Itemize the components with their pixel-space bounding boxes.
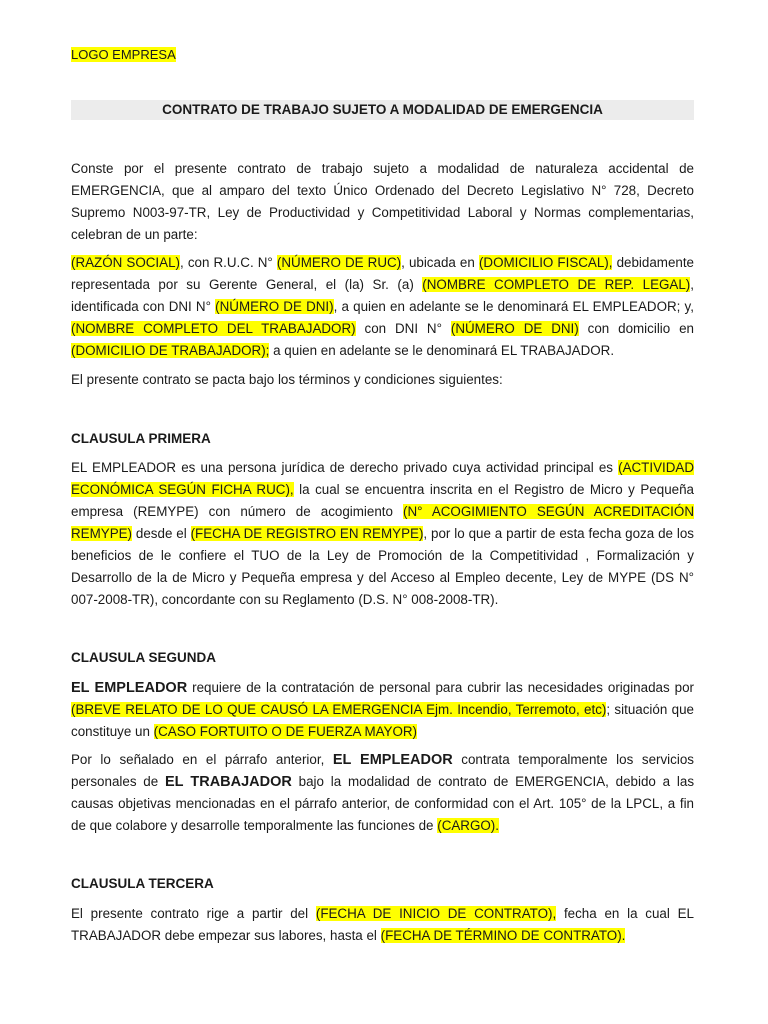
text-segment: , por lo que a partir de esta fecha goza de los beneficios de le confiere el TUO de la Ley de Promoción de la Competitividad , Formalización y Desarrollo de la de Micro y Pequeña empresa y del Acceso al Empleo decente, Ley de MYPE (DS N° 007-2008-TR), concordante con su Reglamento (D.S. N° 008-2008-TR). xyxy=(71,526,694,607)
empleador-bold: EL EMPLEADOR xyxy=(71,680,188,696)
text-segment: a quien en adelante se le denominará EL TRABAJADOR. xyxy=(269,343,615,358)
text-segment: El presente contrato rige a partir del xyxy=(71,906,316,921)
text-segment: con domicilio en xyxy=(578,321,694,336)
clausula-primera-heading: CLAUSULA PRIMERA xyxy=(71,431,211,446)
clausula-primera-paragraph xyxy=(71,457,694,611)
field-cargo: (CARGO). xyxy=(437,818,499,833)
field-rep-legal: (NOMBRE COMPLETO DE REP. LEGAL) xyxy=(422,277,691,292)
terms-intro-paragraph: El presente contrato se pacta bajo los términos y condiciones siguientes: xyxy=(71,372,503,387)
text-segment: debidamente representada por su Gerente General, el (la) Sr. (a) xyxy=(71,255,695,292)
field-domicilio-trabajador: (DOMICILIO DE TRABAJADOR); xyxy=(71,343,270,358)
text-segment: , a quien en adelante se le denominará EL EMPLEADOR; y, xyxy=(333,299,694,314)
field-fecha-inicio: (FECHA DE INICIO DE CONTRATO), xyxy=(315,906,557,921)
text-segment: fecha en la cual EL TRABAJADOR debe empezar sus labores, hasta el xyxy=(71,906,694,943)
parties-paragraph xyxy=(71,252,694,362)
text-segment: desde el xyxy=(132,526,191,541)
logo-text: LOGO EMPRESA xyxy=(71,47,176,62)
field-fecha-registro: (FECHA DE REGISTRO EN REMYPE) xyxy=(190,526,424,541)
text-segment: ; situación que constituye un xyxy=(71,702,694,739)
clausula-segunda-paragraph-1 xyxy=(71,677,694,743)
text-segment: la cual se encuentra inscrita en el Registro de Micro y Pequeña empresa (REMYPE) con número de acogimiento xyxy=(71,482,694,519)
trabajador-bold: EL TRABAJADOR xyxy=(165,774,292,790)
field-fecha-termino: (FECHA DE TÉRMINO DE CONTRATO). xyxy=(380,928,626,943)
field-dni-rep: (NÚMERO DE DNI) xyxy=(215,299,334,314)
field-trabajador: (NOMBRE COMPLETO DEL TRABAJADOR) xyxy=(71,321,356,336)
clausula-tercera-paragraph xyxy=(71,903,694,947)
field-domicilio-fiscal: (DOMICILIO FISCAL), xyxy=(478,255,613,270)
text-segment: contrata temporalmente los servicios personales de xyxy=(71,752,694,789)
text-segment: , con R.U.C. N° xyxy=(180,255,277,270)
document-title: CONTRATO DE TRABAJO SUJETO A MODALIDAD DE EMERGENCIA xyxy=(71,100,694,120)
field-dni-trabajador: (NÚMERO DE DNI) xyxy=(450,321,579,336)
field-acogimiento: (N° ACOGIMIENTO SEGÚN ACREDITACIÓN REMYPE) xyxy=(71,504,694,541)
text-segment: EL EMPLEADOR es una persona jurídica de derecho privado cuya actividad principal es xyxy=(71,460,619,475)
clausula-segunda-paragraph-2 xyxy=(71,749,694,837)
text-segment: , identificada con DNI N° xyxy=(71,277,694,314)
intro-paragraph: Conste por el presente contrato de trabajo sujeto a modalidad de naturaleza accidental de EMERGENCIA, que al amparo del texto Único Ordenado del Decreto Legislativo N° 728, Decreto Supremo N003-97-TR, Ley de Productividad y Competitividad Laboral y Normas complementarias, celebran de un parte: xyxy=(71,161,694,242)
empleador-bold: EL EMPLEADOR xyxy=(332,752,453,768)
field-actividad: (ACTIVIDAD ECONÓMICA SEGÚN FICHA RUC), xyxy=(71,460,694,497)
field-ruc: (NÚMERO DE RUC) xyxy=(276,255,402,270)
text-segment: requiere de la contratación de personal para cubrir las necesidades originadas por xyxy=(187,680,694,695)
text-segment: Por lo señalado en el párrafo anterior, xyxy=(71,752,333,767)
field-razon-social: (RAZÓN SOCIAL) xyxy=(71,255,180,270)
text-segment: bajo la modalidad de contrato de EMERGENCIA, debido a las causas objetivas mencionadas en el párrafo anterior, de conformidad con el Art. 105° de la LPCL, a fin de que colabore y desarrolle temporalmente las funciones de xyxy=(71,774,695,833)
field-relato-emergencia: (BREVE RELATO DE LO QUE CAUSÓ LA EMERGENCIA Ejm. Incendio, Terremoto, etc) xyxy=(71,702,607,717)
text-segment: , ubicada en xyxy=(401,255,479,270)
clausula-segunda-heading: CLAUSULA SEGUNDA xyxy=(71,650,216,665)
clausula-tercera-heading: CLAUSULA TERCERA xyxy=(71,876,214,891)
company-logo-placeholder xyxy=(71,46,176,64)
text-segment: con DNI N° xyxy=(355,321,451,336)
field-caso-fortuito: (CASO FORTUITO O DE FUERZA MAYOR) xyxy=(153,724,418,739)
